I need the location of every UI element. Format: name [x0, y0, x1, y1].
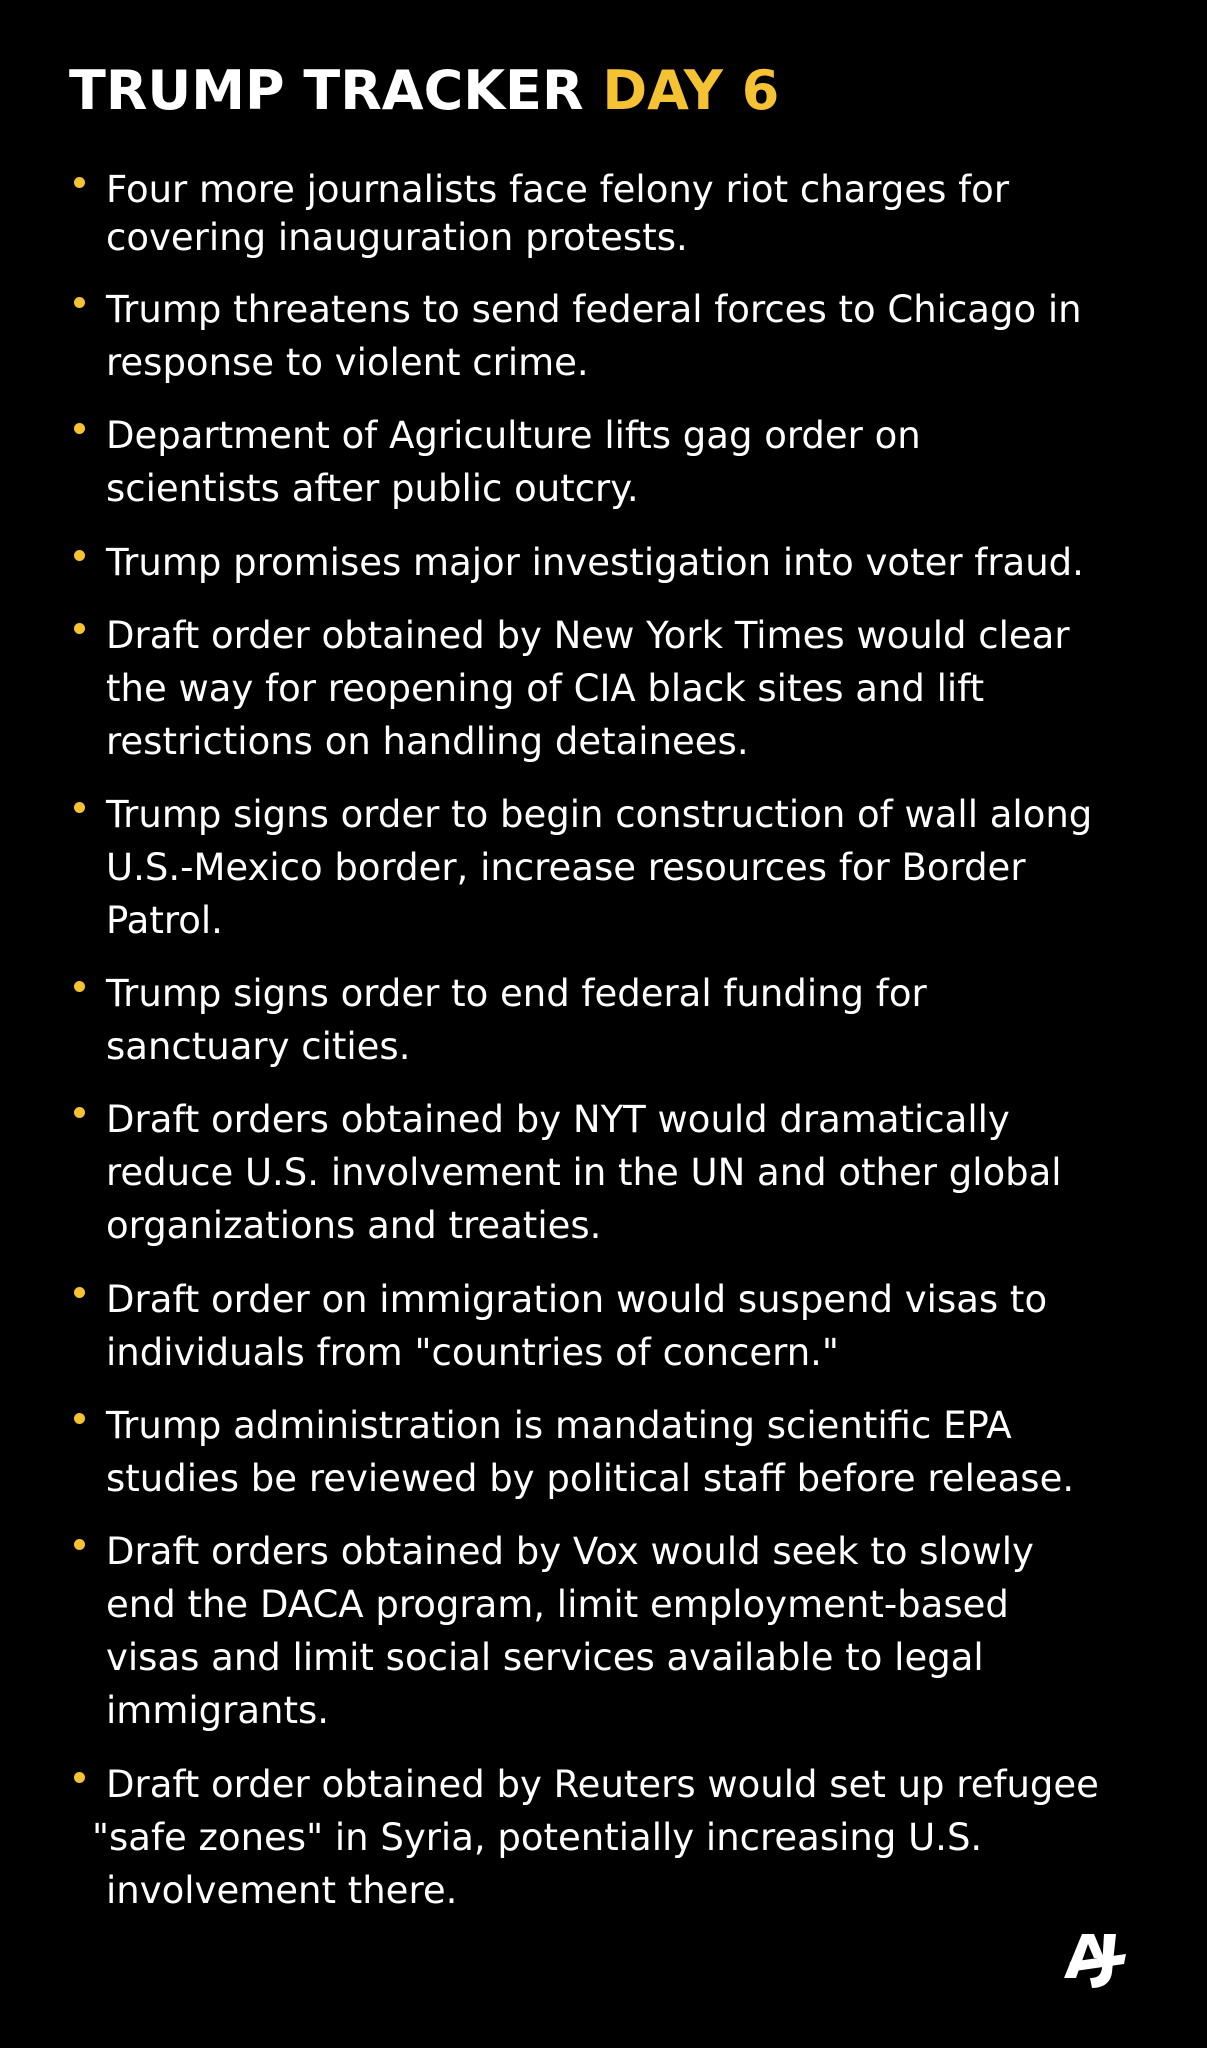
list-item-line: response to violent crime.: [106, 341, 589, 384]
list-item-line: restrictions on handling detainees.: [106, 720, 749, 763]
list-item-line: involvement there.: [106, 1869, 458, 1912]
title-day: DAY 6: [602, 59, 780, 122]
list-item-line: Trump signs order to end federal funding for: [106, 972, 927, 1015]
list-item-line: Trump threatens to send federal forces to Chicago in: [106, 288, 1082, 331]
list-item-line: Draft order obtained by New York Times would clear: [106, 614, 1070, 657]
list-item-line: scientists after public outcry.: [106, 467, 639, 510]
bullet-icon: [74, 177, 85, 188]
bullet-icon: [74, 981, 85, 992]
bullet-icon: [74, 423, 85, 434]
list-item-line: U.S.-Mexico border, increase resources for Border: [106, 846, 1026, 889]
bullet-icon: [74, 1107, 85, 1118]
list-item-line: "safe zones" in Syria, potentially increasing U.S.: [92, 1816, 983, 1859]
list-item-line: sanctuary cities.: [106, 1025, 411, 1068]
list-item-line: organizations and treaties.: [106, 1204, 602, 1247]
list-item-line: immigrants.: [106, 1689, 330, 1732]
list-item-line: individuals from "countries of concern.": [106, 1331, 839, 1374]
list-item-line: studies be reviewed by political staff before release.: [106, 1457, 1075, 1500]
bullet-icon: [74, 297, 85, 308]
list-item-line: Draft order on immigration would suspend visas to: [106, 1278, 1048, 1321]
list-item-line: Trump administration is mandating scientific EPA: [106, 1404, 1012, 1447]
bullet-icon: [74, 1539, 85, 1550]
list-item-line: end the DACA program, limit employment-based: [106, 1583, 1009, 1626]
bullet-icon: [74, 1413, 85, 1424]
bullet-icon: [74, 623, 85, 634]
aj-logo-icon: [1060, 1928, 1130, 1990]
list-item-line: Patrol.: [106, 899, 223, 942]
list-item-line: covering inauguration protests.: [106, 216, 688, 259]
list-item-line: Draft orders obtained by NYT would dramatically: [106, 1098, 1010, 1141]
bullet-icon: [74, 802, 85, 813]
bullet-icon: [74, 550, 85, 561]
page-title: [69, 56, 779, 126]
list-item-line: the way for reopening of CIA black sites and lift: [106, 667, 985, 710]
bullet-icon: [74, 1772, 85, 1783]
list-item-line: Four more journalists face felony riot charges for: [106, 168, 1010, 211]
list-item-line: Trump signs order to begin construction of wall along: [106, 793, 1093, 836]
list-item-line: visas and limit social services available to legal: [106, 1636, 984, 1679]
list-item-line: Trump promises major investigation into voter fraud.: [106, 541, 1084, 584]
list-item-line: reduce U.S. involvement in the UN and other global: [106, 1151, 1062, 1194]
bullet-icon: [74, 1287, 85, 1298]
list-item-line: Department of Agriculture lifts gag order on: [106, 414, 921, 457]
list-item-line: Draft orders obtained by Vox would seek to slowly: [106, 1530, 1034, 1573]
title-main: TRUMP TRACKER: [69, 59, 584, 122]
list-item-line: Draft order obtained by Reuters would set up refugee: [106, 1763, 1099, 1806]
